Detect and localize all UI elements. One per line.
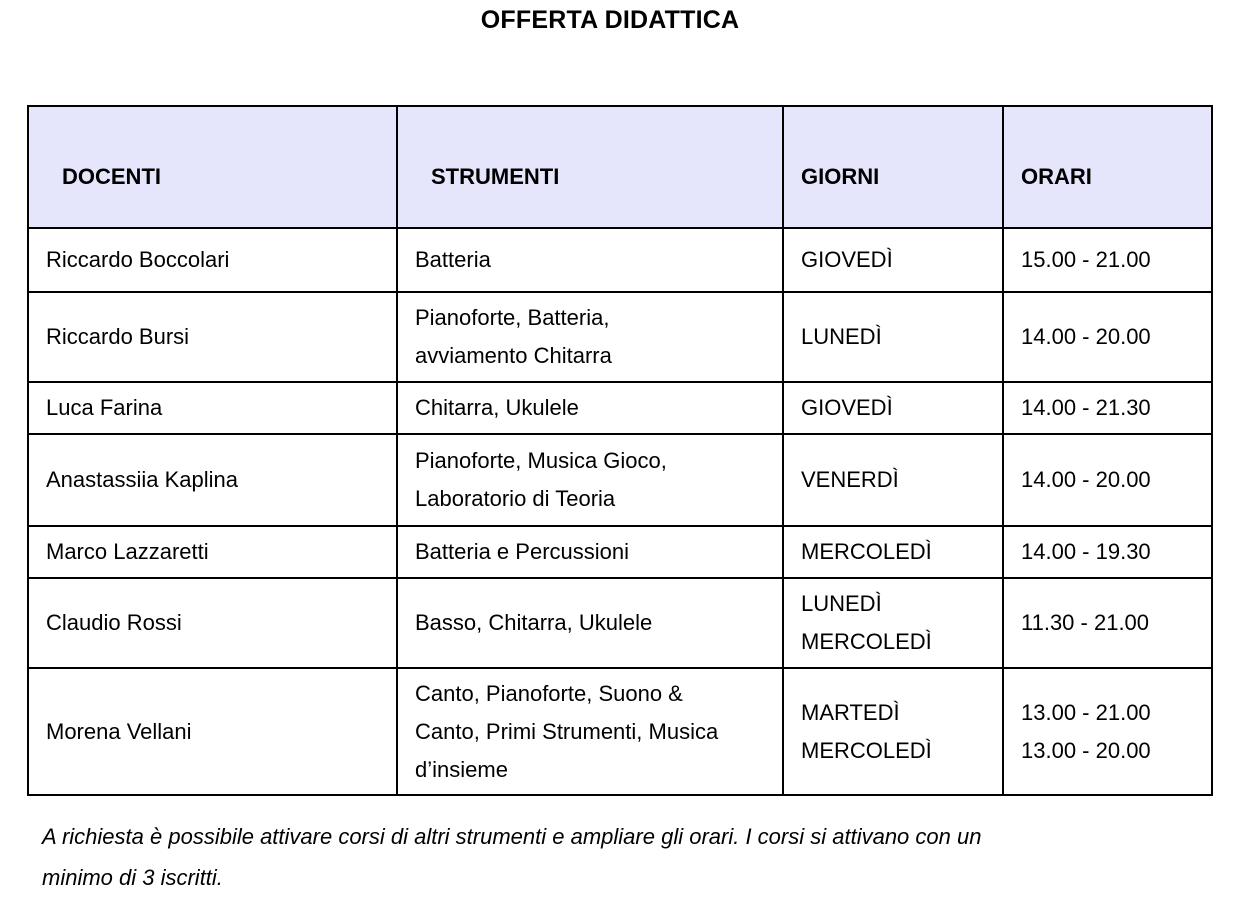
cell-strumenti [397, 228, 783, 292]
page-title: OFFERTA DIDATTICA [480, 6, 740, 34]
cell-strumenti-line: Canto, Pianoforte, Suono & [415, 680, 683, 706]
cell-giorni [783, 228, 1003, 292]
cell-orari-line: 14.00 - 20.00 [1021, 324, 1151, 349]
schedule-table [27, 105, 1213, 796]
cell-orari-line: 13.00 - 21.00 [1021, 699, 1151, 725]
footnote-line-2: minimo di 3 iscritti. [42, 865, 223, 890]
cell-orari-line: 13.00 - 20.00 [1021, 737, 1151, 763]
cell-orari [1003, 578, 1212, 668]
table-row [28, 382, 1212, 434]
cell-strumenti-line: Basso, Chitarra, Ukulele [415, 610, 653, 635]
cell-orari-line: 14.00 - 21.30 [1021, 395, 1151, 420]
cell-orari-line: 11.30 - 21.00 [1021, 610, 1150, 635]
footnote [42, 816, 1176, 898]
cell-strumenti-line: Batteria e Percussioni [415, 539, 629, 564]
header-docenti: DOCENTI [28, 106, 397, 228]
cell-orari-line: 14.00 - 19.30 [1021, 539, 1151, 564]
cell-orari [1003, 382, 1212, 434]
cell-docente: Claudio Rossi [28, 578, 397, 668]
footnote-line-1: A richiesta è possibile attivare corsi di altri strumenti e ampliare gli orari. I corsi si attivano con un [42, 824, 982, 849]
cell-docente: Marco Lazzaretti [28, 526, 397, 578]
header-giorni: GIORNI [783, 106, 1003, 228]
table-row [28, 292, 1212, 382]
table-body [28, 228, 1212, 795]
table-row [28, 434, 1212, 526]
cell-giorni-line: LUNEDÌ [801, 324, 882, 349]
table-header-row [28, 106, 1212, 228]
cell-strumenti-line: Chitarra, Ukulele [415, 395, 579, 420]
cell-orari [1003, 668, 1212, 795]
cell-strumenti-line: Pianoforte, Batteria, [415, 305, 610, 330]
cell-orari-line: 14.00 - 20.00 [1021, 467, 1151, 492]
cell-strumenti-line: Pianoforte, Musica Gioco, [415, 448, 667, 473]
cell-strumenti [397, 668, 783, 795]
header-strumenti: STRUMENTI [397, 106, 783, 228]
cell-giorni-line: MERCOLEDÌ [801, 629, 932, 654]
cell-giorni [783, 578, 1003, 668]
cell-giorni-line: GIOVEDÌ [801, 395, 893, 420]
table-row [28, 668, 1212, 795]
cell-giorni-line: LUNEDÌ [801, 591, 882, 616]
cell-orari [1003, 292, 1212, 382]
cell-strumenti [397, 434, 783, 526]
cell-giorni-line: MARTEDÌ [801, 699, 900, 725]
cell-strumenti-line: avviamento Chitarra [415, 343, 612, 368]
cell-docente: Riccardo Boccolari [28, 228, 397, 292]
cell-orari [1003, 526, 1212, 578]
cell-strumenti [397, 526, 783, 578]
cell-strumenti [397, 578, 783, 668]
cell-strumenti-line: d’insieme [415, 756, 508, 782]
table-row [28, 578, 1212, 668]
cell-orari [1003, 228, 1212, 292]
cell-giorni [783, 434, 1003, 526]
cell-strumenti-line: Canto, Primi Strumenti, Musica [415, 718, 719, 744]
table-row [28, 228, 1212, 292]
cell-giorni-line: MERCOLEDÌ [801, 539, 932, 564]
cell-giorni [783, 382, 1003, 434]
cell-docente: Riccardo Bursi [28, 292, 397, 382]
cell-giorni-line: GIOVEDÌ [801, 247, 893, 272]
cell-docente: Anastassiia Kaplina [28, 434, 397, 526]
cell-giorni [783, 526, 1003, 578]
cell-giorni-line: VENERDÌ [801, 467, 899, 492]
table-row [28, 526, 1212, 578]
cell-giorni-line: MERCOLEDÌ [801, 737, 932, 763]
cell-giorni [783, 668, 1003, 795]
cell-strumenti [397, 382, 783, 434]
cell-orari [1003, 434, 1212, 526]
cell-docente: Luca Farina [28, 382, 397, 434]
cell-strumenti-line: Batteria [415, 247, 491, 272]
header-orari: ORARI [1003, 106, 1212, 228]
cell-giorni [783, 292, 1003, 382]
cell-strumenti [397, 292, 783, 382]
cell-docente: Morena Vellani [28, 668, 397, 795]
cell-orari-line: 15.00 - 21.00 [1021, 247, 1151, 272]
cell-strumenti-line: Laboratorio di Teoria [415, 486, 616, 511]
